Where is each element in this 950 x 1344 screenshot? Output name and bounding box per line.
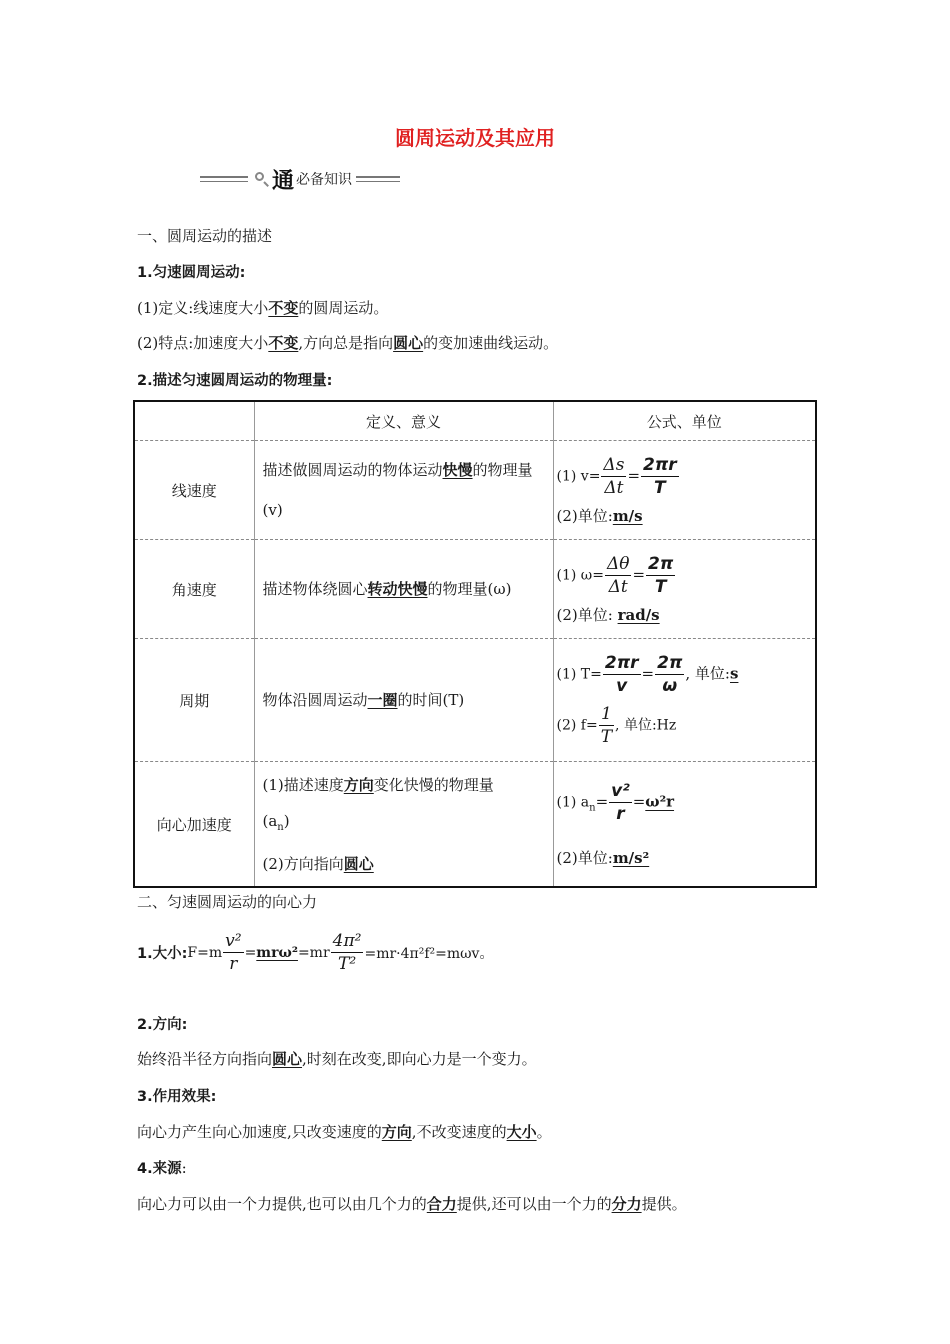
fraction: $\frac{\text{4π²}}{\text{T²}}$ bbox=[332, 931, 362, 974]
direction-text: 始终沿半径方向指向圆心,时刻在改变,即向心力是一个变力。 bbox=[137, 1050, 537, 1068]
quantity-formula bbox=[553, 762, 816, 888]
fraction: $\frac{\text{v²}}{r}$ bbox=[611, 781, 630, 824]
quantity-name: 向心加速度 bbox=[134, 762, 254, 888]
banner-label: 必备知识 bbox=[296, 172, 353, 188]
formula-line: (1) T= $\frac{2\pi r}{v}$ = $\frac{2\pi}{\omega}$ , 单位:s bbox=[556, 653, 739, 696]
force-magnitude: 1.大小: F=m $\frac{\text{v²}}{r}$ = mrω² =mr $\frac{\text{4π²}}{\text{T²}}$ =mr·4π²f²=mωv。 bbox=[137, 931, 494, 974]
quantity-name: 周期 bbox=[134, 639, 254, 762]
banner-left-rule bbox=[200, 176, 248, 182]
effect-heading: 3.作用效果: bbox=[137, 1089, 217, 1105]
formula-line: (1) $a_n=$ $\frac{\text{v²}}{r}$ =ω²r bbox=[556, 781, 675, 824]
quantity-formula bbox=[553, 540, 816, 639]
fraction: $\frac{2\pi r}{T}$ bbox=[643, 455, 677, 498]
page-title: 圆周运动及其应用 bbox=[395, 126, 555, 150]
quantity-formula bbox=[553, 441, 816, 540]
source-heading: 4.来源: bbox=[137, 1159, 187, 1177]
item1-heading: 1.匀速圆周运动: bbox=[137, 265, 246, 281]
fraction: $\frac{2\pi r}{v}$ bbox=[604, 653, 639, 696]
fraction: $\frac{\text{v²}}{r}$ bbox=[225, 931, 242, 974]
keyword: 不变 bbox=[268, 334, 299, 352]
table-row bbox=[134, 639, 816, 762]
unit-line: (2)单位:m/s bbox=[556, 507, 643, 525]
table-header-cell bbox=[134, 401, 254, 441]
unit-line: (2)单位:m/s² bbox=[556, 849, 650, 867]
banner-right-rule bbox=[356, 176, 400, 182]
quantity-definition: 描述物体绕圆心转动快慢的物理量(ω) bbox=[254, 540, 553, 639]
quantities-table bbox=[133, 400, 817, 888]
item1-definition: (1)定义:线速度大小不变的圆周运动。 bbox=[137, 299, 389, 317]
table-header-row bbox=[134, 401, 816, 441]
table-row bbox=[134, 441, 816, 540]
effect-text: 向心力产生向心加速度,只改变速度的方向,不改变速度的大小。 bbox=[137, 1123, 552, 1141]
fraction: $\frac{\Delta\theta}{\Delta t}$ bbox=[606, 554, 630, 597]
formula-line: (2) f= $\frac{1}{T}$ , 单位:Hz bbox=[556, 704, 677, 747]
formula-line: (1) v= $\frac{\Delta s}{\Delta t}$ = $\frac{2\pi r}{T}$ bbox=[556, 455, 677, 498]
direction-heading: 2.方向: bbox=[137, 1017, 188, 1033]
fraction: $\frac{2\pi}{T}$ bbox=[648, 554, 674, 597]
quantity-formula bbox=[553, 639, 816, 762]
section-banner bbox=[200, 164, 400, 194]
fraction: $\frac{\Delta s}{\Delta t}$ bbox=[603, 455, 625, 498]
keyword: 不变 bbox=[268, 299, 299, 317]
table-row bbox=[134, 540, 816, 639]
banner-glyph: 通 bbox=[272, 167, 295, 194]
table-header-cell: 定义、意义 bbox=[254, 401, 553, 441]
item1-feature: (2)特点:加速度大小不变,方向总是指向圆心的变加速曲线运动。 bbox=[137, 334, 559, 352]
source-text: 向心力可以由一个力提供,也可以由几个力的合力提供,还可以由一个力的分力提供。 bbox=[137, 1195, 687, 1213]
item2-heading: 2.描述匀速圆周运动的物理量: bbox=[137, 373, 333, 389]
table-header-cell: 公式、单位 bbox=[553, 401, 816, 441]
magnifier-icon bbox=[254, 171, 270, 187]
quantity-definition: (1)描述速度方向变化快慢的物理量 $(a_n)$ (2)方向指向圆心 bbox=[254, 762, 553, 888]
formula-line: (1) ω= $\frac{\Delta\theta}{\Delta t}$ = $\frac{2\pi}{T}$ bbox=[556, 554, 674, 597]
section2-heading: 二、匀速圆周运动的向心力 bbox=[137, 893, 318, 911]
table-row bbox=[134, 762, 816, 888]
quantity-definition: 物体沿圆周运动一圈的时间(T) bbox=[254, 639, 553, 762]
fraction: $\frac{1}{T}$ bbox=[600, 704, 613, 747]
unit-line: (2)单位: rad/s bbox=[556, 606, 660, 624]
quantity-name: 角速度 bbox=[134, 540, 254, 639]
quantity-name: 线速度 bbox=[134, 441, 254, 540]
fraction: $\frac{2\pi}{\omega}$ bbox=[657, 653, 683, 696]
section1-heading: 一、圆周运动的描述 bbox=[137, 227, 273, 245]
quantity-definition: 描述做圆周运动的物体运动快慢的物理量(v) bbox=[254, 441, 553, 540]
keyword: 圆心 bbox=[393, 334, 424, 352]
